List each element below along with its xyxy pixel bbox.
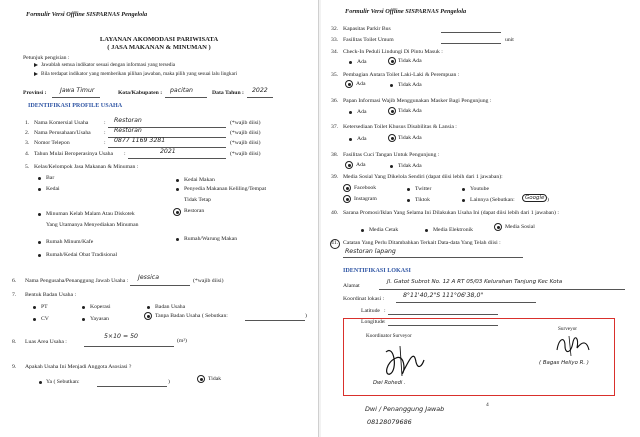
q39-option: Tiktok <box>415 197 430 203</box>
q39-option: Lainnya (Sebutkan: <box>470 197 515 203</box>
tahun-value: 2022 <box>252 87 268 94</box>
q35-option: Tidak Ada <box>398 82 422 88</box>
bullet-icon <box>407 188 410 191</box>
page-header: Formulir Versi Offline SISPARNAS Pengelola <box>345 8 467 15</box>
bullet-icon <box>462 199 465 202</box>
page-header: Formulir Versi Offline SISPARNAS Pengelola <box>26 11 148 18</box>
q34-label: Check-In Peduli Lindungi Di Pintu Masuk : <box>343 49 443 55</box>
q39-label: Media Sosial Yang Dikelola Sendiri (dapat diisi lebih dari 1 jawaban): <box>343 174 503 180</box>
bullet-icon <box>38 177 41 180</box>
q2-value: Restoran <box>114 127 142 134</box>
section-profile: IDENTIFIKASI PROFILE USAHA <box>28 103 123 109</box>
q1-label: Nama Komersial Usaha <box>34 120 89 126</box>
bullet-icon <box>391 110 394 113</box>
q5-option: Rumah/Warung Makan <box>184 236 238 242</box>
footer-handwritten-phone: 08128079686 <box>367 418 412 426</box>
bullet-icon <box>176 238 179 241</box>
bullet-icon <box>39 381 42 384</box>
q4-value: 2021 <box>160 148 176 155</box>
q7-option-selected: Tanpa Badan Usaha ( Sebutkan: <box>155 313 228 319</box>
q6-value: Jessica <box>138 274 159 281</box>
q7-option: Badan Usaha <box>155 304 186 310</box>
q8-value: 5×10 = 50 <box>104 333 138 340</box>
q39-option: Twitter <box>415 186 432 192</box>
bullet-icon <box>349 61 352 64</box>
q35-option-selected: Ada <box>356 81 366 87</box>
q5-option-selected: Restoran <box>184 208 205 214</box>
bullet-icon <box>425 229 428 232</box>
q36-label: Papan Informasi Wajib Menggunakan Masker Bagi Pengunjung : <box>343 98 492 104</box>
bullet-icon <box>346 198 349 201</box>
q5-option: Minuman Kelab Malam Atau Diskotek <box>46 211 135 217</box>
q4-note: (*wajib diisi) <box>230 151 261 157</box>
kota-value: pacitan <box>170 87 193 94</box>
q38-option-selected: Ada <box>356 162 366 168</box>
right-page: Formulir Versi Offline SISPARNAS Pengelola 32. Kapasitas Parkir Bus 33. Fasilitas Toilet Umum unit 34. Check-In Peduli Lindungi Di Pintu Masuk : Ada Tidak Ada 35. Pembagian Antara Toilet Laki-Laki & Perempuan : Ada Tidak Ada 36. Papan Informasi Wajib Menggunakan Masker Bagi Pengunjung : Ada Tidak Ada 37. Ketersediaan Toilet Khusus Disabilitas & Lansia : Ada Tidak Ada 38. Fasilitas Cuci Tangan Untuk Pengunjung : Ada Tidak Ada 39. Media Sosial Yang Dikelola Sendiri (dapat diisi lebih dari 1 jawaban): Facebook Twitter Youtube Instagram Tiktok Lainnya (Sebutkan: Google ) 40. Sarana Promosi/Iklan Yang Selama Ini Dilakukan Usaha Ini (dapat diisi lebih dari 1 jawaban) : Media Cetak Media Elektronik Media Sosial 41. Catatan Yang Perlu Ditambahkan Terkait Data-data Yang Telah diisi : Restoran lapang IDENTIFIKASI LOKASI Alamat Jl. Gatot Subrot No. 12 A RT 05/03 Kelurahan Tanjung Kec Kota Koordinat lokasi : 8°11'40,2"S 111°06'38,0" Latitude : Longitude : Koordinator Surveyor Dwi Rohedi . Surveyor ( Bagas Heliyo R. ) 4 Dwi / Penanggung Jawab 08128079686 <box>321 0 640 437</box>
q5-option: Tidak Tetap <box>184 197 211 203</box>
q9-no-selected: Tidak <box>208 376 222 382</box>
q5-option: Rumah/Kedai Obat Tradisional <box>46 252 118 258</box>
bullet-icon <box>348 83 351 86</box>
bullet-icon <box>391 137 394 140</box>
q2-label: Nama Perusahaan/Usaha <box>34 130 91 136</box>
q4-label: Tahun Mulai Beroperasinya Usaha <box>34 151 114 157</box>
q6-note: (*wajib diisi) <box>193 278 224 284</box>
q5-label: Kelas/Kelompok Jasa Makanan & Minuman : <box>34 164 139 170</box>
bullet-icon <box>497 226 500 229</box>
tahun-label: Data Tahun : <box>212 90 244 96</box>
q3-value: 0877 1169 3281 <box>114 137 166 144</box>
q33-unit: unit <box>505 37 514 43</box>
bullet-icon <box>33 306 36 309</box>
q5-option: Bar <box>46 175 55 181</box>
q39-option-selected: Instagram <box>354 196 377 202</box>
q6-label: Nama Pengusaha/Penanggung Jawab Usaha : <box>25 278 129 284</box>
alamat-label: Alamat <box>343 283 360 289</box>
q40-option: Media Elektronik <box>433 227 473 233</box>
q41-label: Catatan Yang Perlu Ditambahkan Terkait Data-data Yang Telah diisi : <box>343 240 501 246</box>
q39-option: Youtube <box>470 186 490 192</box>
bullet-icon <box>33 318 36 321</box>
bullet-icon <box>391 60 394 63</box>
q8-unit: (m²) <box>177 338 187 344</box>
page-number: 4 <box>486 402 489 408</box>
bullet-icon <box>176 211 179 214</box>
q1-number: 1. <box>25 120 30 126</box>
bullet-icon <box>462 188 465 191</box>
form-title: LAYANAN AKOMODASI PARIWISATA <box>99 36 219 43</box>
q7-option: Koperasi <box>90 304 111 310</box>
q41-value: Restoran lapang <box>345 248 396 255</box>
bullet-icon <box>361 229 364 232</box>
q8-label: Luas Area Usaha : <box>25 339 67 345</box>
bullet-icon <box>147 306 150 309</box>
q37-label: Ketersediaan Toilet Khusus Disabilitas & Lansia : <box>343 124 457 130</box>
latitude-label: Latitude <box>361 308 380 314</box>
q38-label: Fasilitas Cuci Tangan Untuk Pengunjung : <box>343 152 440 158</box>
kota-label: Kota/Kabupaten : <box>118 90 163 96</box>
surveyor-label: Surveyor <box>558 326 578 332</box>
q2-note: (*wajib diisi) <box>230 130 261 136</box>
bullet-icon <box>390 84 393 87</box>
q5-option: Rumah Minum/Kafe <box>46 239 94 245</box>
q36-option: Ada <box>357 109 367 115</box>
q37-option: Ada <box>357 136 367 142</box>
q7-label: Bentuk Badan Usaha : <box>25 292 77 298</box>
left-page: Formulir Versi Offline SISPARNAS Pengelola LAYANAN AKOMODASI PARIWISATA ( JASA MAKANAN & MINUMAN ) Petunjuk pengisian : Jawablah semua indikator sesuai dengan informasi yang tersedia Bila terdapat indikator yang memberikan pilihan jawaban, maka pilih yang sesuai lalu lingkari Provinsi : Jawa Timur Kota/Kabupaten : pacitan Data Tahun : 2022 IDENTIFIKASI PROFILE USAHA 1. Nama Komersial Usaha : Restoran (*wajib diisi) 2. Nama Perusahaan/Usaha : Restoran (*wajib diisi) 3. Nomor Telepon : 0877 1169 3281 (*wajib diisi) 4. Tahun Mulai Beroperasinya Usaha : 2021 (*wajib diisi) 5. Kelas/Kelompok Jasa Makanan & Minuman : Bar Kedai Minuman Kelab Malam Atau Diskotek Yang Utamanya Menyediakan Minuman Rumah Minum/Kafe Rumah/Kedai Obat Tradisional Kedai Makan Penyedia Makanan Keliling/Tempat Tidak Tetap Restoran Rumah/Warung Makan 6. Nama Pengusaha/Penanggung Jawab Usaha : Jessica (*wajib diisi) 7. Bentuk Badan Usaha : PT Koperasi Badan Usaha CV Yayasan Tanpa Badan Usaha ( Sebutkan: ) 8. Luas Area Usaha : 5×10 = 50 (m²) 9. Apakah Usaha Ini Menjadi Anggota Asosiasi ? Ya ( Sebutkan: ) Tidak <box>0 0 318 437</box>
q5-option: Kedai Makan <box>184 177 215 183</box>
q37-option-selected: Tidak Ada <box>398 135 422 141</box>
surveyor-name: ( Bagas Heliyo R. ) <box>539 360 589 366</box>
arrow-bullet-icon <box>34 63 38 67</box>
footer-handwritten-note: Dwi / Penanggung Jawab <box>365 405 445 413</box>
alamat-value: Jl. Gatot Subrot No. 12 A RT 05/03 Kelurahan Tanjung Kec Kota <box>387 279 563 285</box>
q5-option: Penyedia Makanan Keliling/Tempat <box>184 186 267 192</box>
koordinator-signature <box>376 340 426 380</box>
instruction-1: Jawablah semua indikator sesuai dengan informasi yang tersedia <box>41 62 176 68</box>
q33-label: Fasilitas Toilet Umum <box>343 37 394 43</box>
q34-option-selected: Tidak Ada <box>398 58 422 64</box>
provinsi-label: Provinsi : <box>23 90 47 96</box>
bullet-icon <box>82 306 85 309</box>
q9-yes: Ya ( Sebutkan: <box>46 379 80 385</box>
q1-value: Restoran <box>114 117 142 124</box>
q3-note: (*wajib diisi) <box>230 140 261 146</box>
bullet-icon <box>390 165 393 168</box>
q5-option: Yang Utamanya Menyediakan Minuman <box>46 222 139 228</box>
instructions-heading: Petunjuk pengisian : <box>23 55 70 61</box>
bullet-icon <box>349 138 352 141</box>
koordinat-value: 8°11'40,2"S 111°06'38,0" <box>403 292 484 299</box>
q32-label: Kapasitas Parkir Bus <box>343 26 391 32</box>
bullet-icon <box>176 188 179 191</box>
bullet-icon <box>38 213 41 216</box>
q40-label: Sarana Promosi/Iklan Yang Selama Ini Dilakukan Usaha Ini (dapat diisi lebih dari 1 jawaban) : <box>343 210 559 216</box>
q9-label: Apakah Usaha Ini Menjadi Anggota Asosiasi ? <box>25 364 132 370</box>
koordinator-name: Dwi Rohedi . <box>373 380 406 386</box>
q39-other-value: Google <box>522 194 547 202</box>
provinsi-value: Jawa Timur <box>60 87 95 94</box>
q35-label: Pembagian Antara Toilet Laki-Laki & Perempuan : <box>343 72 460 78</box>
bullet-icon <box>348 164 351 167</box>
form-subtitle: ( JASA MAKANAN & MINUMAN ) <box>107 44 211 51</box>
q38-option: Tidak Ada <box>398 163 422 169</box>
bullet-icon <box>147 315 150 318</box>
bullet-icon <box>407 199 410 202</box>
bullet-icon <box>82 318 85 321</box>
bullet-icon <box>176 179 179 182</box>
arrow-bullet-icon <box>34 72 38 76</box>
q40-option: Media Cetak <box>369 227 399 233</box>
q5-option: Kedai <box>46 186 60 192</box>
bullet-icon <box>38 241 41 244</box>
bullet-icon <box>349 111 352 114</box>
q36-option-selected: Tidak Ada <box>398 108 422 114</box>
koordinat-label: Koordinat lokasi : <box>343 296 385 302</box>
section-location: IDENTIFIKASI LOKASI <box>343 268 411 274</box>
koordinator-label: Koordinator Surveyor <box>366 333 412 339</box>
q1-note: (*wajib diisi) <box>230 120 261 126</box>
q7-option: CV <box>41 316 49 322</box>
surveyor-signature <box>551 332 595 358</box>
bullet-icon <box>38 188 41 191</box>
q34-option: Ada <box>357 59 367 65</box>
bullet-icon <box>38 254 41 257</box>
bullet-icon <box>200 378 203 381</box>
q7-option: PT <box>41 304 48 310</box>
bullet-icon <box>346 187 349 190</box>
q3-label: Nomor Telepon <box>34 140 70 146</box>
q39-option-selected: Facebook <box>354 185 377 191</box>
q7-option: Yayasan <box>90 316 110 322</box>
q40-option-selected: Media Sosial <box>505 224 535 230</box>
longitude-label: Longitude <box>361 319 385 325</box>
instruction-2: Bila terdapat indikator yang memberikan pilihan jawaban, maka pilih yang sesuai lalu lingkari <box>41 71 238 77</box>
